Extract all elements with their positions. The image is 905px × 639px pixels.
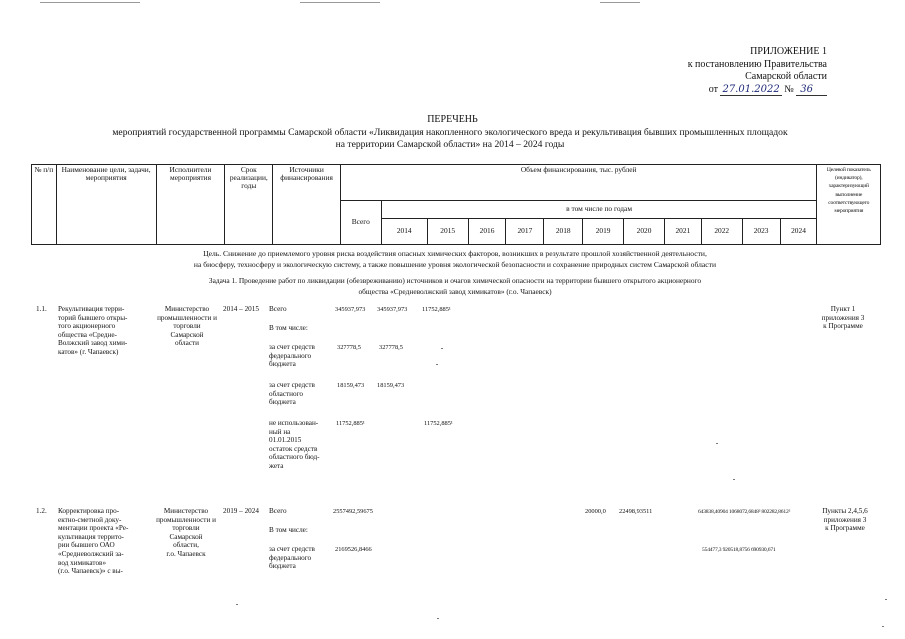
appendix-date-line <box>688 84 827 97</box>
header-term: Срок реализации, годы <box>225 165 273 245</box>
source-federal <box>269 343 315 369</box>
source-line: федерального <box>269 553 312 562</box>
indicator-line: к Программе <box>825 524 865 533</box>
term: 2014 – 2015 <box>223 305 259 313</box>
name-line: того акционерного <box>58 322 116 331</box>
remainder-2015-value: 11752,885¹ <box>424 420 453 427</box>
header-year: 2024 <box>780 219 817 245</box>
scan-speck <box>236 604 238 605</box>
handwritten-date: 27.01.2022 <box>722 83 780 95</box>
name-line: общества «Средне- <box>58 330 117 339</box>
total-value: 345937,973 <box>335 306 366 313</box>
scan-edge-line <box>600 2 640 3</box>
header-volume: Объем финансирования, тыс. рублей <box>340 165 817 201</box>
goal-line: на биосферу, техносферу и экологическую систему, а также повышение уровня экологической безопасности и сохранение природных систем Самарской области <box>193 259 717 269</box>
regional-2014-value: 18159,473 <box>377 382 405 389</box>
appendix-line: ПРИЛОЖЕНИЕ 1 <box>750 46 827 57</box>
source-including: В том числе: <box>269 526 308 534</box>
scan-edge-line <box>300 2 380 3</box>
executor-line: торговли <box>173 322 201 331</box>
source-line: бюджета <box>269 562 296 571</box>
header-year: 2022 <box>701 219 742 245</box>
goal-line: Цель. Снижение до приемлемого уровня риска воздействия опасных химических факторов, возникших в результате прошлой хозяйственной деятельности, <box>203 249 707 258</box>
year-2014-value: 345937,973 <box>377 306 408 313</box>
header-year: 2019 <box>583 219 624 245</box>
source-line: жета <box>269 461 284 470</box>
source-line: за счет средств <box>269 343 315 351</box>
row-number: 1.1. <box>36 305 47 313</box>
executor-line: Министерство <box>163 507 209 515</box>
number-prefix: № <box>784 83 794 95</box>
indicator <box>813 305 873 331</box>
name-line: «Средневолжский за- <box>58 549 124 558</box>
source-line: ный на <box>269 427 291 436</box>
name-line: Корректировка про- <box>58 507 120 515</box>
scan-speck <box>441 348 443 349</box>
source-total: Всего <box>269 507 287 515</box>
appendix-block <box>688 46 827 96</box>
year-2015-value: 11752,885¹ <box>422 306 451 313</box>
indicator-line: к Программе <box>823 322 863 331</box>
executor-line: области <box>174 339 200 348</box>
source-regional <box>269 381 315 407</box>
name-line: вод химикатов» <box>58 558 107 567</box>
term: 2019 – 2024 <box>223 507 259 515</box>
header-year: 2020 <box>624 219 665 245</box>
header-year: 2015 <box>427 219 468 245</box>
executor <box>146 507 226 559</box>
federal-2014-value: 327778,5 <box>379 344 403 351</box>
executor-line: области, <box>173 541 199 550</box>
name-line: торий бывшего откры- <box>58 313 128 322</box>
document-subtitle <box>40 127 860 151</box>
header-year: 2023 <box>742 219 780 245</box>
source-including: В том числе: <box>269 324 308 332</box>
date-prefix: от <box>708 83 718 95</box>
executor-line: Министерство <box>164 305 210 313</box>
scan-speck <box>733 479 735 480</box>
task-text <box>110 276 800 297</box>
scan-speck <box>437 618 439 619</box>
header-indicator: Целевой показатель (индикатор), характеризующий выполнение соответствующего мероприятия <box>817 165 881 245</box>
source-line: за счет средств <box>269 545 315 553</box>
source-total: Всего <box>269 305 287 313</box>
indicator <box>813 507 877 533</box>
executor-line: г.о. Чапаевск <box>166 549 206 558</box>
source-remainder <box>269 419 320 471</box>
name-line: рии бывшего ОАО <box>58 541 115 550</box>
indicator-line: приложения 3 <box>823 515 867 524</box>
executor-line: промышленности и <box>157 313 217 322</box>
name-line: ментации проекта «Ре- <box>58 524 129 533</box>
name-line: ектно-сметной доку- <box>58 515 122 524</box>
header-year: 2016 <box>468 219 506 245</box>
federal-total-value: 2169526,8466 <box>335 546 372 553</box>
header-year: 2017 <box>506 219 544 245</box>
header-by-years: в том числе по годам <box>381 201 817 219</box>
scan-speck <box>436 364 438 365</box>
appendix-line: к постановлению Правительства <box>687 58 827 70</box>
indicator-line: приложения 3 <box>821 313 865 322</box>
source-line: областного бюд- <box>269 453 320 462</box>
indicator-line: Пункты 2,4,5,6 <box>822 507 868 515</box>
subtitle-line: мероприятий государственной программы Самарской области «Ликвидация накопленного экологического вреда и рекультивация бывших промышленных площадок <box>112 127 788 138</box>
regional-total-value: 18159,473 <box>337 382 365 389</box>
source-line: остаток средств <box>269 444 318 453</box>
handwritten-number: 36 <box>796 84 827 96</box>
header-total: Всего <box>340 201 381 245</box>
source-line: областного <box>269 389 303 398</box>
measure-name <box>58 305 127 357</box>
source-federal <box>269 545 315 571</box>
name-line: Рекультивация терри- <box>58 305 125 313</box>
scan-speck <box>882 626 884 627</box>
executor-line: промышленности и <box>156 515 216 524</box>
executor <box>150 305 224 348</box>
federal-total-value: 327778,5 <box>337 344 361 351</box>
header-executors: Исполнители мероприятия <box>156 165 225 245</box>
scan-speck <box>716 443 718 444</box>
source-line: не использован- <box>269 419 319 427</box>
source-line: 01.01.2015 <box>269 436 302 445</box>
indicator-line: Пункт 1 <box>830 305 856 313</box>
header-year: 2018 <box>544 219 583 245</box>
executor-line: Самарской <box>169 532 203 541</box>
years-2022-2024-values: 643838,40904 1068072,6848² 802282,8612² <box>698 509 791 515</box>
document-title: ПЕРЕЧЕНЬ <box>427 114 478 125</box>
financing-table-header <box>31 164 881 245</box>
task-line: общества «Средневолжский завод химикатов» (г.о. Чапаевск) <box>358 286 552 296</box>
remainder-total-value: 11752,885¹ <box>336 420 365 427</box>
row-number: 1.2. <box>36 507 47 515</box>
appendix-line: Самарской области <box>745 71 827 82</box>
goal-text <box>70 249 840 270</box>
source-line: бюджета <box>269 360 296 369</box>
header-name: Наименование цели, задачи, мероприятия <box>56 165 156 245</box>
source-line: за счет средств <box>269 381 315 389</box>
subtitle-line: на территории Самарской области» на 2014 – 2024 годы <box>335 139 565 150</box>
header-num: № п/п <box>32 165 57 245</box>
executor-line: Самарской <box>170 330 204 339</box>
header-year: 2014 <box>381 219 427 245</box>
source-line: федерального <box>269 351 312 360</box>
name-line: культивация террито- <box>58 532 124 541</box>
scan-speck <box>885 599 887 600</box>
header-sources: Источники финансирования <box>273 165 340 245</box>
source-line: бюджета <box>269 398 296 407</box>
header-year: 2021 <box>664 219 701 245</box>
year-2020-value: 22498,93511 <box>619 508 653 515</box>
year-2019-value: 20000,0 <box>585 508 606 515</box>
scan-edge-line <box>40 2 140 3</box>
measure-name <box>58 507 128 576</box>
name-line: катов» (г. Чапаевск) <box>58 347 119 356</box>
total-value: 2557492,59675 <box>333 508 373 515</box>
name-line: Волжский завод хими- <box>58 339 128 348</box>
executor-line: торговли <box>172 524 200 533</box>
federal-2022-2024-values: 554477,3 920518,8756 690930,671 <box>702 547 776 553</box>
task-line: Задача 1. Проведение работ по ликвидации (обезвреживанию) источников и очагов химической опасности на территории бывшего открытого акционерного <box>208 276 702 285</box>
name-line: (г.о. Чапаевск)» с вы- <box>58 567 123 576</box>
